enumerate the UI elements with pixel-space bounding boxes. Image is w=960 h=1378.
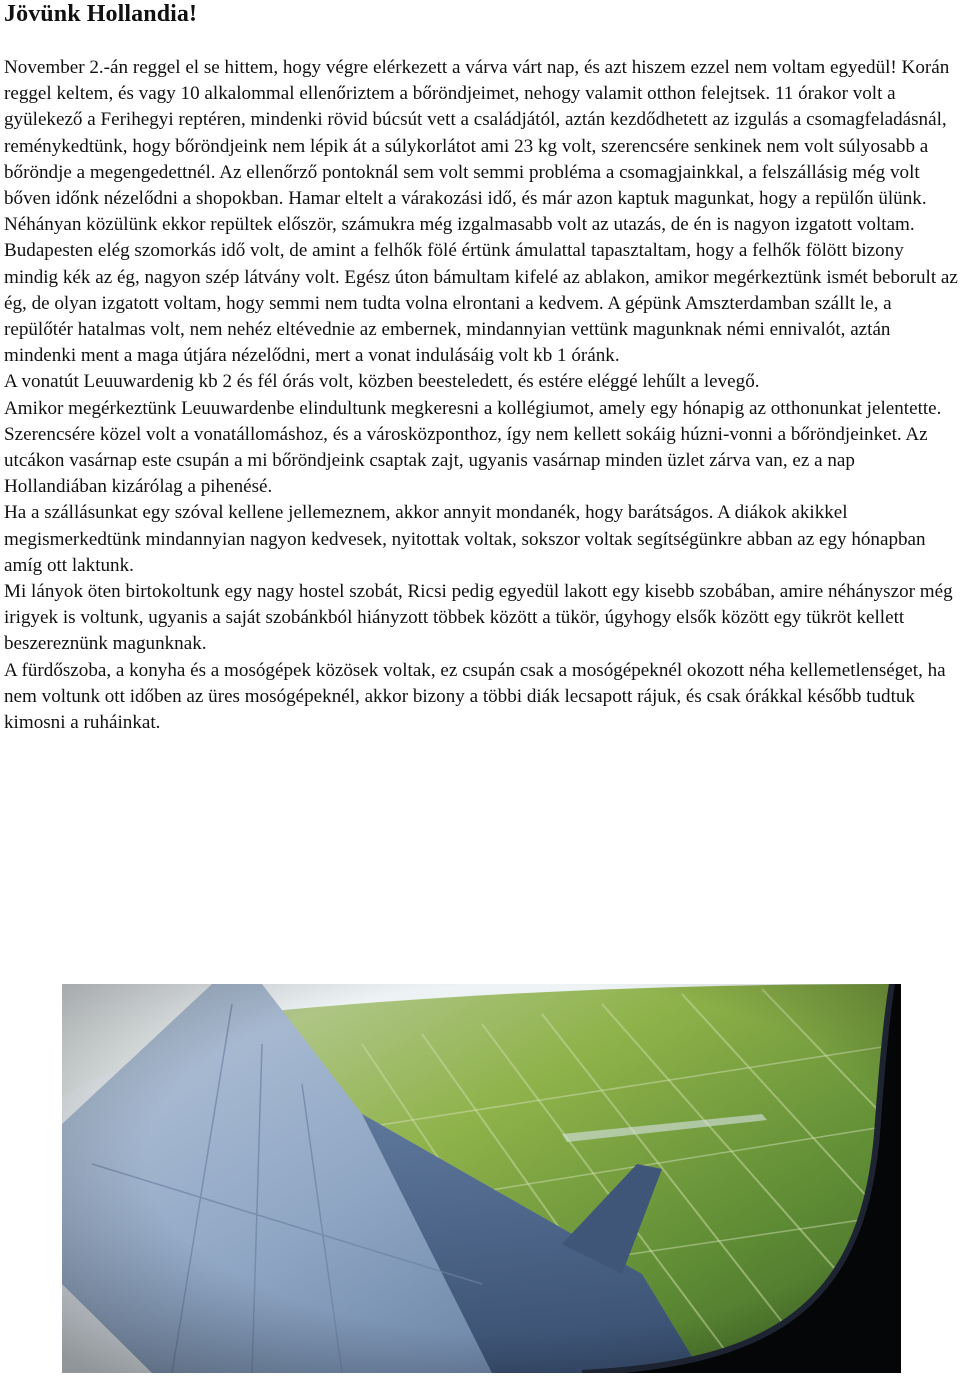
paragraph-rooms: Mi lányok öten birtokoltunk egy nagy hostel szobát, Ricsi pedig egyedül lakott egy kisebb szobában, amire néhányszor még irigyek is voltunk, ugyanis a saját szobánkból hiányzott többek között a tükör, úgyhogy elsők között egy tükröt kellett beszereznünk magunknak. bbox=[4, 581, 953, 655]
paragraph-accommodation: Ha a szállásunkat egy szóval kellene jellemeznem, akkor annyit mondanék, hogy barátságos. A diákok akikkel megismerkedtünk mindannyian nagyon kedvesek, nyitottak voltak, sokszor voltak segítségünkre abban az egy hónapban amíg ott laktunk. bbox=[4, 502, 926, 576]
paragraph-train: A vonatút Leuuwardenig kb 2 és fél órás volt, közben beesteledett, és estére eléggé lehűlt a levegő. bbox=[4, 371, 760, 393]
paragraph-laundry: A fürdőszoba, a konyha és a mosógépek közösek voltak, ez csupán csak a mosógépeknél okozott néha kellemetlenséget, ha nem voltunk ott időben az üres mosógépeknél, akkor bizony a többi diák lecsapott rájuk, és csak órákkal később tudtuk kimosni a ruháinkat. bbox=[4, 659, 946, 734]
paragraph-arrival: Amikor megérkeztünk Leuuwardenbe elindultunk megkeresni a kollégiumot, amely egy hónapig az otthonunkat jelentette. Szerencsére közel volt a vonatállomáshoz, és a városközponthoz, így nem kellett sokáig húzni-vonni a bőröndjeinket. Az utcákon vasárnap este csupán a mi bőröndjeink csaptak zajt, ugyanis vasárnap minden üzlet zárva van, ez a nap Hollandiában kizárólag a pihenésé. bbox=[4, 397, 942, 498]
paragraph-flight: Budapesten elég szomorkás idő volt, de amint a felhők fölé értünk ámulattal tapasztaltam, hogy a felhők fölött bizony mindig kék az ég, nagyon szép látvány volt. Egész úton bámultam kifelé az ablakon, amikor megérkeztünk ismét beborult az ég, de olyan izgatott voltam, hogy semmi nem tudta volna elrontani a kedvem. A gépünk Amszterdamban szállt le, a repülőtér hatalmas volt, nem nehéz eltévednie az embernek, mindannyian vettünk magunknak némi ennivalót, aztán mindenki ment a maga útjára nézelődni, mert a vonat indulásáig volt kb 1 óránk. bbox=[4, 240, 958, 367]
airplane-window-photo-graphic bbox=[62, 984, 901, 1373]
paragraph-departure: November 2.-án reggel el se hittem, hogy végre elérkezett a várva várt nap, és azt hiszem ezzel nem voltam egyedül! Korán reggel keltem, és vagy 10 alkalommal ellenőriztem a bőröndjeimet, nehogy valamit otthon felejtsek. 11 órakor volt a gyülekező a Ferihegyi reptéren, mindenki rövid búcsút vett a családjától, aztán kezdődhetett az izgulás a csomagfeladásnál, reménykedtünk, hogy bőröndjeink nem lépik át a súlykorlátot ami 23 kg volt, szerencsére senkinek nem volt súlyosabb a bőröndje a megengedettnél. Az ellenőrző pontoknál sem volt semmi probléma a csomagjainkkal, a felszállásig még volt bőven időnk nézelődni a shopokban. Hamar eltelt a várakozási idő, és már azon kaptuk magunkat, hogy a repülőn ülünk. Néhányan közülünk ekkor repültek először, számukra még izgalmasabb volt az utazás, de én is nagyon izgatott voltam. bbox=[4, 57, 950, 236]
document-title: Jövünk Hollandia! bbox=[4, 1, 198, 27]
document-body bbox=[4, 55, 960, 736]
airplane-window-photo bbox=[62, 984, 901, 1373]
